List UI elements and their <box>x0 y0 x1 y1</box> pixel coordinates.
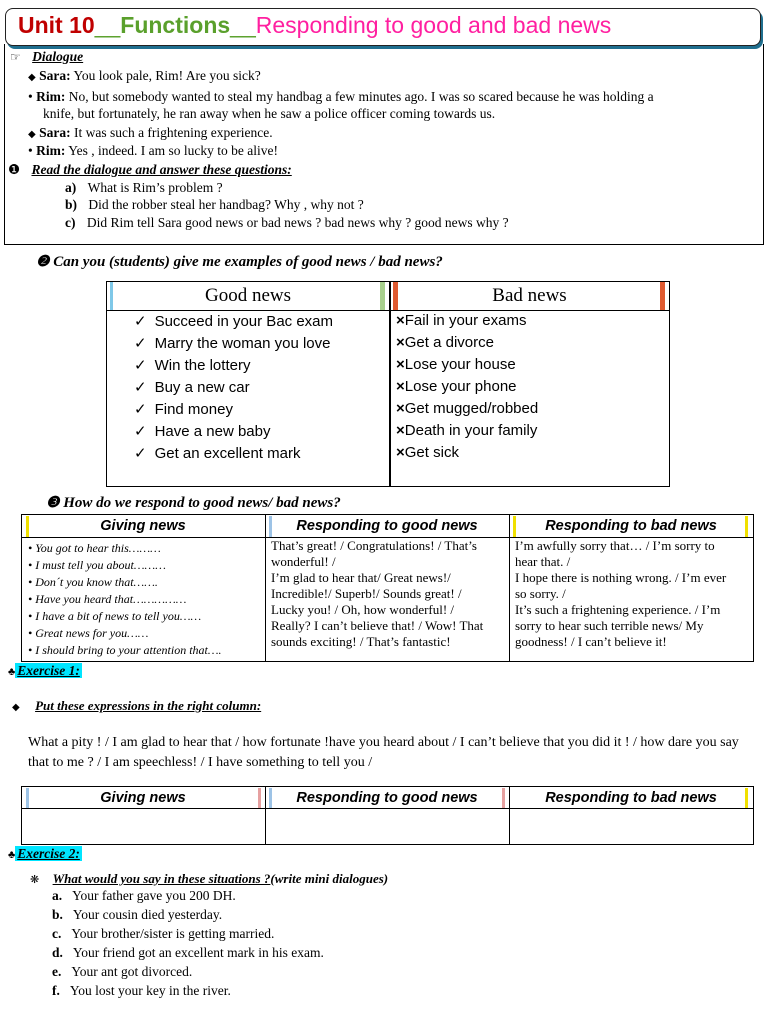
good-news-item <box>134 334 330 352</box>
checkmark-icon: ✓ <box>134 445 147 462</box>
bad-news-text: Get sick <box>404 444 459 461</box>
situation-item <box>52 906 222 923</box>
item-text: What is Rim’s problem ? <box>87 180 223 195</box>
speaker-name: Rim: <box>36 89 66 104</box>
dialogue-line <box>28 124 273 143</box>
item-text: Your friend got an excellent mark in his exam. <box>72 945 324 960</box>
col-giving-news: Giving news <box>100 518 186 534</box>
bad-news-item <box>396 400 538 417</box>
phrase-text: Don´t you know that……. <box>35 575 158 589</box>
instruction-tail: (write mini dialogues) <box>270 871 389 886</box>
dialogue-line <box>43 105 495 122</box>
question-prompt: Can you (students) give me examples of good news / bad news? <box>53 254 443 270</box>
diamond-bullet-icon: ◆ <box>28 129 36 140</box>
dialogue-text: You look pale, Rim! Are you sick? <box>73 68 261 83</box>
leaf-bullet-icon: ♣ <box>8 666 16 678</box>
giving-news-phrase <box>28 540 161 556</box>
bullet-icon: • <box>28 89 33 104</box>
good-news-text: Succeed in your Bac exam <box>154 313 334 330</box>
giving-news-phrase <box>28 642 222 658</box>
bad-news-item <box>396 312 526 329</box>
number-badge-icon: ❸ <box>46 495 60 511</box>
good-news-text: Find money <box>154 401 233 418</box>
cross-icon: × <box>396 400 405 417</box>
item-label: a) <box>65 180 77 195</box>
situation-item <box>52 925 274 942</box>
checkmark-icon: ✓ <box>134 401 147 418</box>
item-text: Your cousin died yesterday. <box>72 907 223 922</box>
answer-cell-good[interactable] <box>267 810 507 842</box>
item-text: Your ant got divorced. <box>71 964 193 979</box>
checkmark-icon: ✓ <box>134 379 147 396</box>
giving-news-phrase <box>28 591 186 607</box>
page-title <box>18 12 611 39</box>
topic-label: Responding to good and bad news <box>255 12 612 38</box>
speaker-name: Sara: <box>39 125 71 140</box>
bad-news-text: Get mugged/robbed <box>404 400 539 417</box>
bullet-icon: • <box>28 575 33 589</box>
bullet-icon: • <box>28 643 33 657</box>
cross-icon: × <box>396 444 405 461</box>
bad-response-line: hear that. / <box>515 554 571 569</box>
item-label: b. <box>52 907 63 922</box>
good-bad-table-header <box>106 281 670 311</box>
good-news-header: Good news <box>204 285 292 306</box>
giving-news-phrase <box>28 608 201 624</box>
leaf-bullet-icon: ♣ <box>8 849 16 861</box>
good-news-text: Win the lottery <box>154 357 251 374</box>
answer-cell-bad[interactable] <box>511 810 751 842</box>
situation-item <box>52 887 236 904</box>
cross-icon: × <box>396 334 405 351</box>
bullet-icon: • <box>28 143 33 158</box>
bad-response-line: goodness! / I can’t believe it! <box>515 634 667 649</box>
good-news-item <box>134 356 250 374</box>
exercise-1-instruction <box>12 697 261 716</box>
good-response-line: wonderful! / <box>271 554 336 569</box>
diamond-bullet-icon: ◆ <box>28 72 36 83</box>
good-response-line: I’m glad to hear that/ Great news!/ <box>271 570 451 585</box>
col-responding-bad: Responding to bad news <box>545 518 717 534</box>
good-news-text: Buy a new car <box>154 379 250 396</box>
bad-news-text: Fail in your exams <box>404 312 527 329</box>
item-label: c) <box>65 215 76 230</box>
cross-icon: × <box>396 312 405 329</box>
bullet-icon: • <box>28 541 33 555</box>
bad-response-line: It’s such a frightening experience. / I’m <box>515 602 721 617</box>
situation-item <box>52 963 192 980</box>
phrase-text: You got to hear this……… <box>35 541 161 555</box>
good-news-text: Have a new baby <box>154 423 271 440</box>
bad-news-header: Bad news <box>492 285 567 306</box>
phrase-text: I must tell you about……… <box>35 558 166 572</box>
functions-label: Functions <box>120 12 231 38</box>
instruction-text: Put these expressions in the right column: <box>35 698 262 713</box>
expressions-line: What a pity ! / I am glad to hear that / how fortunate !have you heard about / I can’t believe that you did it ! / how dare you say <box>28 735 739 750</box>
dialogue-text: knife, but fortunately, he ran away when he saw a police officer coming towards us. <box>43 106 496 121</box>
dialogue-line <box>28 88 654 105</box>
pointing-hand-icon: ☞ <box>10 50 21 64</box>
situation-item <box>52 944 324 961</box>
good-news-item <box>134 444 300 462</box>
item-text: Did the robber steal her handbag? Why , why not ? <box>88 197 364 212</box>
item-text: You lost your key in the river. <box>69 983 231 998</box>
dialogue-heading: Dialogue <box>32 49 84 64</box>
expressions-line: that to me ? / I am speechless! / I have something to tell you / <box>28 755 373 770</box>
bullet-icon: • <box>28 558 33 572</box>
dialogue-text: No, but somebody wanted to steal my handbag a few minutes ago. I was so scared because he was holding a <box>68 89 654 104</box>
good-response-line: Lucky you! / Oh, how wonderful! / <box>271 602 455 617</box>
col-responding-good: Responding to good news <box>296 518 478 534</box>
good-news-item <box>134 378 250 396</box>
good-news-item <box>134 312 333 330</box>
number-badge-icon: ❷ <box>36 254 50 270</box>
good-news-item <box>134 422 270 440</box>
question-item <box>65 196 364 213</box>
col-responding-bad: Responding to bad news <box>545 790 717 806</box>
giving-news-phrase <box>28 625 148 641</box>
question-2 <box>36 254 443 271</box>
dialogue-heading-row <box>10 48 83 66</box>
situation-item <box>52 982 231 999</box>
exercise-1-label <box>8 663 82 679</box>
bad-news-item <box>396 422 537 439</box>
exercise-2-label <box>8 846 82 862</box>
bad-news-text: Lose your house <box>404 356 516 373</box>
unit-label: Unit 10 <box>18 12 95 38</box>
item-label: e. <box>52 964 62 979</box>
question-item <box>65 214 509 231</box>
item-text: Your father gave you 200 DH. <box>72 888 236 903</box>
question-item <box>65 179 223 196</box>
item-label: f. <box>52 983 60 998</box>
checkmark-icon: ✓ <box>134 357 147 374</box>
good-news-text: Get an excellent mark <box>154 445 301 462</box>
bad-response-line: I hope there is nothing wrong. / I’m ever <box>515 570 727 585</box>
cross-icon: × <box>396 422 405 439</box>
item-label: c. <box>52 926 62 941</box>
bad-news-text: Get a divorce <box>404 334 494 351</box>
giving-news-phrase <box>28 574 158 590</box>
dialogue-text: It was such a frightening experience. <box>73 125 273 140</box>
bad-news-item <box>396 378 517 395</box>
phrase-text: Have you heard that…………… <box>35 592 187 606</box>
checkmark-icon: ✓ <box>134 335 147 352</box>
speaker-name: Sara: <box>39 68 71 83</box>
good-response-line: Really? I can’t believe that! / Wow! That <box>271 618 484 633</box>
phrase-text: I should bring to your attention that…. <box>35 643 222 657</box>
dialogue-text: Yes , indeed. I am so lucky to be alive! <box>68 143 278 158</box>
item-text: Did Rim tell Sara good news or bad news ? bad news why ? good news why ? <box>86 215 509 230</box>
title-separator: __ <box>230 12 256 38</box>
dialogue-line <box>28 67 261 86</box>
cross-icon: × <box>396 378 405 395</box>
title-separator: __ <box>94 12 121 38</box>
checkmark-icon: ✓ <box>134 423 147 440</box>
bad-news-item <box>396 444 459 461</box>
bullet-icon: • <box>28 592 33 606</box>
question-1 <box>8 161 292 178</box>
speaker-name: Rim: <box>36 143 66 158</box>
exercise-1-expressions <box>28 733 748 773</box>
question-prompt: How do we respond to good news/ bad news? <box>63 495 341 511</box>
exercise-label: Exercise 1: <box>17 663 80 678</box>
question-prompt: Read the dialogue and answer these questions: <box>31 162 292 177</box>
bad-news-item <box>396 356 516 373</box>
item-label: a. <box>52 888 63 903</box>
good-news-item <box>134 400 233 418</box>
bad-response-line: I’m awfully sorry that… / I’m sorry to <box>515 538 715 553</box>
answer-cell-giving[interactable] <box>23 810 263 842</box>
instruction-text: What would you say in these situations ? <box>52 871 271 886</box>
asterisk-bullet-icon: ❋ <box>30 874 40 886</box>
bad-response-line: sorry to hear such terrible news/ My <box>515 618 704 633</box>
good-response-line: That’s great! / Congratulations! / That’s <box>271 538 477 553</box>
bad-response-line: so sorry. / <box>515 586 566 601</box>
exercise-label: Exercise 2: <box>17 846 80 861</box>
bullet-icon: • <box>28 626 33 640</box>
diamond-bullet-icon: ◆ <box>12 702 20 713</box>
item-label: d. <box>52 945 63 960</box>
checkmark-icon: ✓ <box>134 313 147 330</box>
dialogue-line <box>28 142 278 159</box>
good-response-line: Incredible!/ Superb!/ Sounds great! / <box>271 586 462 601</box>
col-responding-good: Responding to good news <box>296 790 478 806</box>
cross-icon: × <box>396 356 405 373</box>
phrase-text: I have a bit of news to tell you…… <box>35 609 202 623</box>
phrase-text: Great news for you…… <box>35 626 149 640</box>
good-news-text: Marry the woman you love <box>154 335 331 352</box>
giving-news-phrase <box>28 557 166 573</box>
bad-news-text: Lose your phone <box>404 378 517 395</box>
question-3 <box>46 495 341 512</box>
number-badge-icon: ❶ <box>8 162 21 177</box>
item-label: b) <box>65 197 78 212</box>
good-response-line: sounds exciting! / That’s fantastic! <box>271 634 451 649</box>
item-text: Your brother/sister is getting married. <box>71 926 275 941</box>
bullet-icon: • <box>28 609 33 623</box>
col-giving-news: Giving news <box>100 790 186 806</box>
bad-news-item <box>396 334 494 351</box>
bad-news-text: Death in your family <box>404 422 538 439</box>
